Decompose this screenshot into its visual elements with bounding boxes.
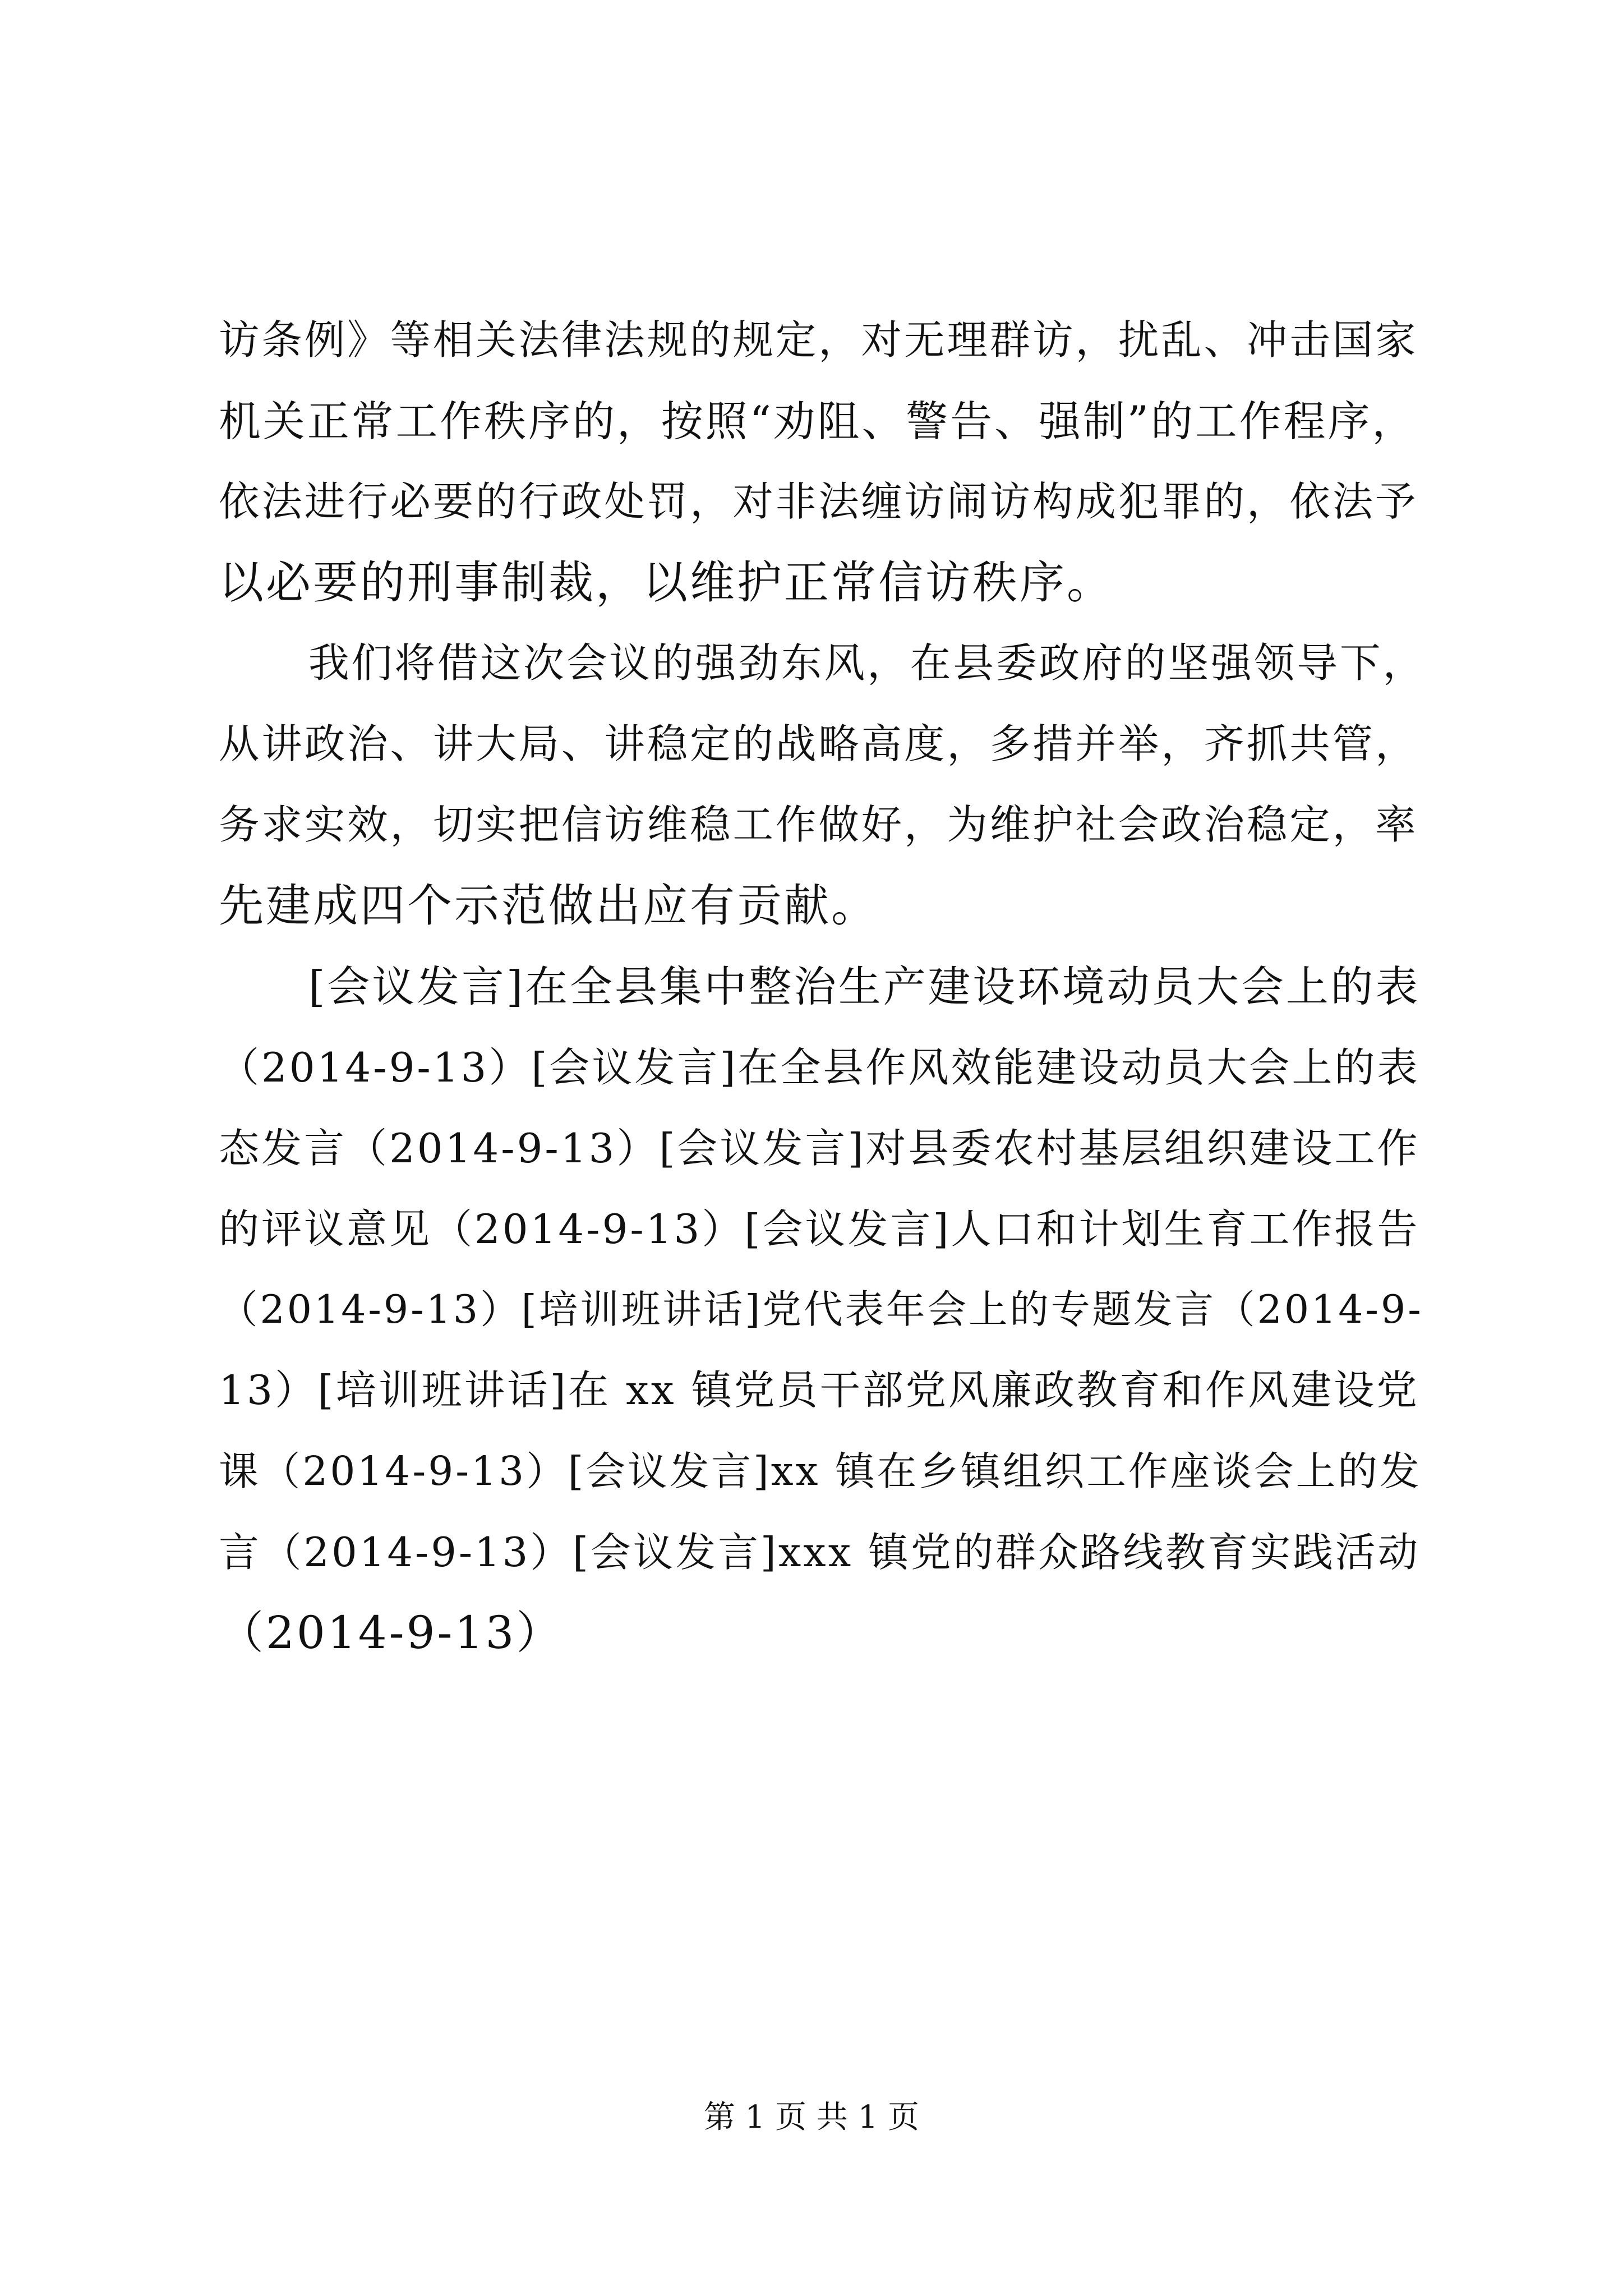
text-line-14: 13）[培训班讲话]在 xx 镇党员干部党风廉政教育和作风建设党: [219, 1367, 1419, 1414]
text-line-7: 务求实效，切实把信访维稳工作做好，为维护社会政治稳定，率: [219, 802, 1418, 849]
text-line-4: 以必要的刑事制裁，以维护正常信访秩序。: [219, 556, 1114, 609]
document-body: [219, 300, 1424, 1673]
text-line-5: 我们将借这次会议的强劲东风，在县委政府的坚强领导下，: [308, 640, 1426, 687]
text-line-1: 访条例》等相关法律法规的规定，对无理群访，扰乱、冲击国家: [219, 317, 1418, 364]
text-line-2: 机关正常工作秩序的，按照“劝阻、警告、强制”的工作程序，: [219, 397, 1417, 446]
text-line-16: 言（2014-9-13）[会议发言]xxx 镇党的群众路线教育实践活动: [219, 1529, 1421, 1576]
text-line-11: 态发言（2014-9-13）[会议发言]对县委农村基层组织建设工作: [219, 1125, 1420, 1172]
text-line-17: （2014-9-13）: [219, 1607, 564, 1659]
text-line-10: （2014-9-13）[会议发言]在全县作风效能建设动员大会上的表: [219, 1044, 1420, 1091]
text-line-12: 的评议意见（2014-9-13）[会议发言]人口和计划生育工作报告: [219, 1205, 1420, 1253]
text-line-8: 先建成四个示范做出应有贡献。: [219, 880, 878, 932]
text-line-9: [会议发言]在全县集中整治生产建设环境动员大会上的表: [308, 962, 1421, 1011]
text-line-6: 从讲政治、讲大局、讲稳定的战略高度，多措并举，齐抓共管，: [219, 721, 1418, 768]
text-line-13: （2014-9-13）[培训班讲话]党代表年会上的专题发言（2014-9-: [219, 1287, 1423, 1332]
text-line-3: 依法进行必要的行政处罚，对非法缠访闹访构成犯罪的，依法予: [219, 478, 1418, 526]
text-line-15: 课（2014-9-13）[会议发言]xx 镇在乡镇组织工作座谈会上的发: [219, 1448, 1422, 1494]
page-number-footer: 第 1 页 共 1 页: [703, 2099, 920, 2136]
